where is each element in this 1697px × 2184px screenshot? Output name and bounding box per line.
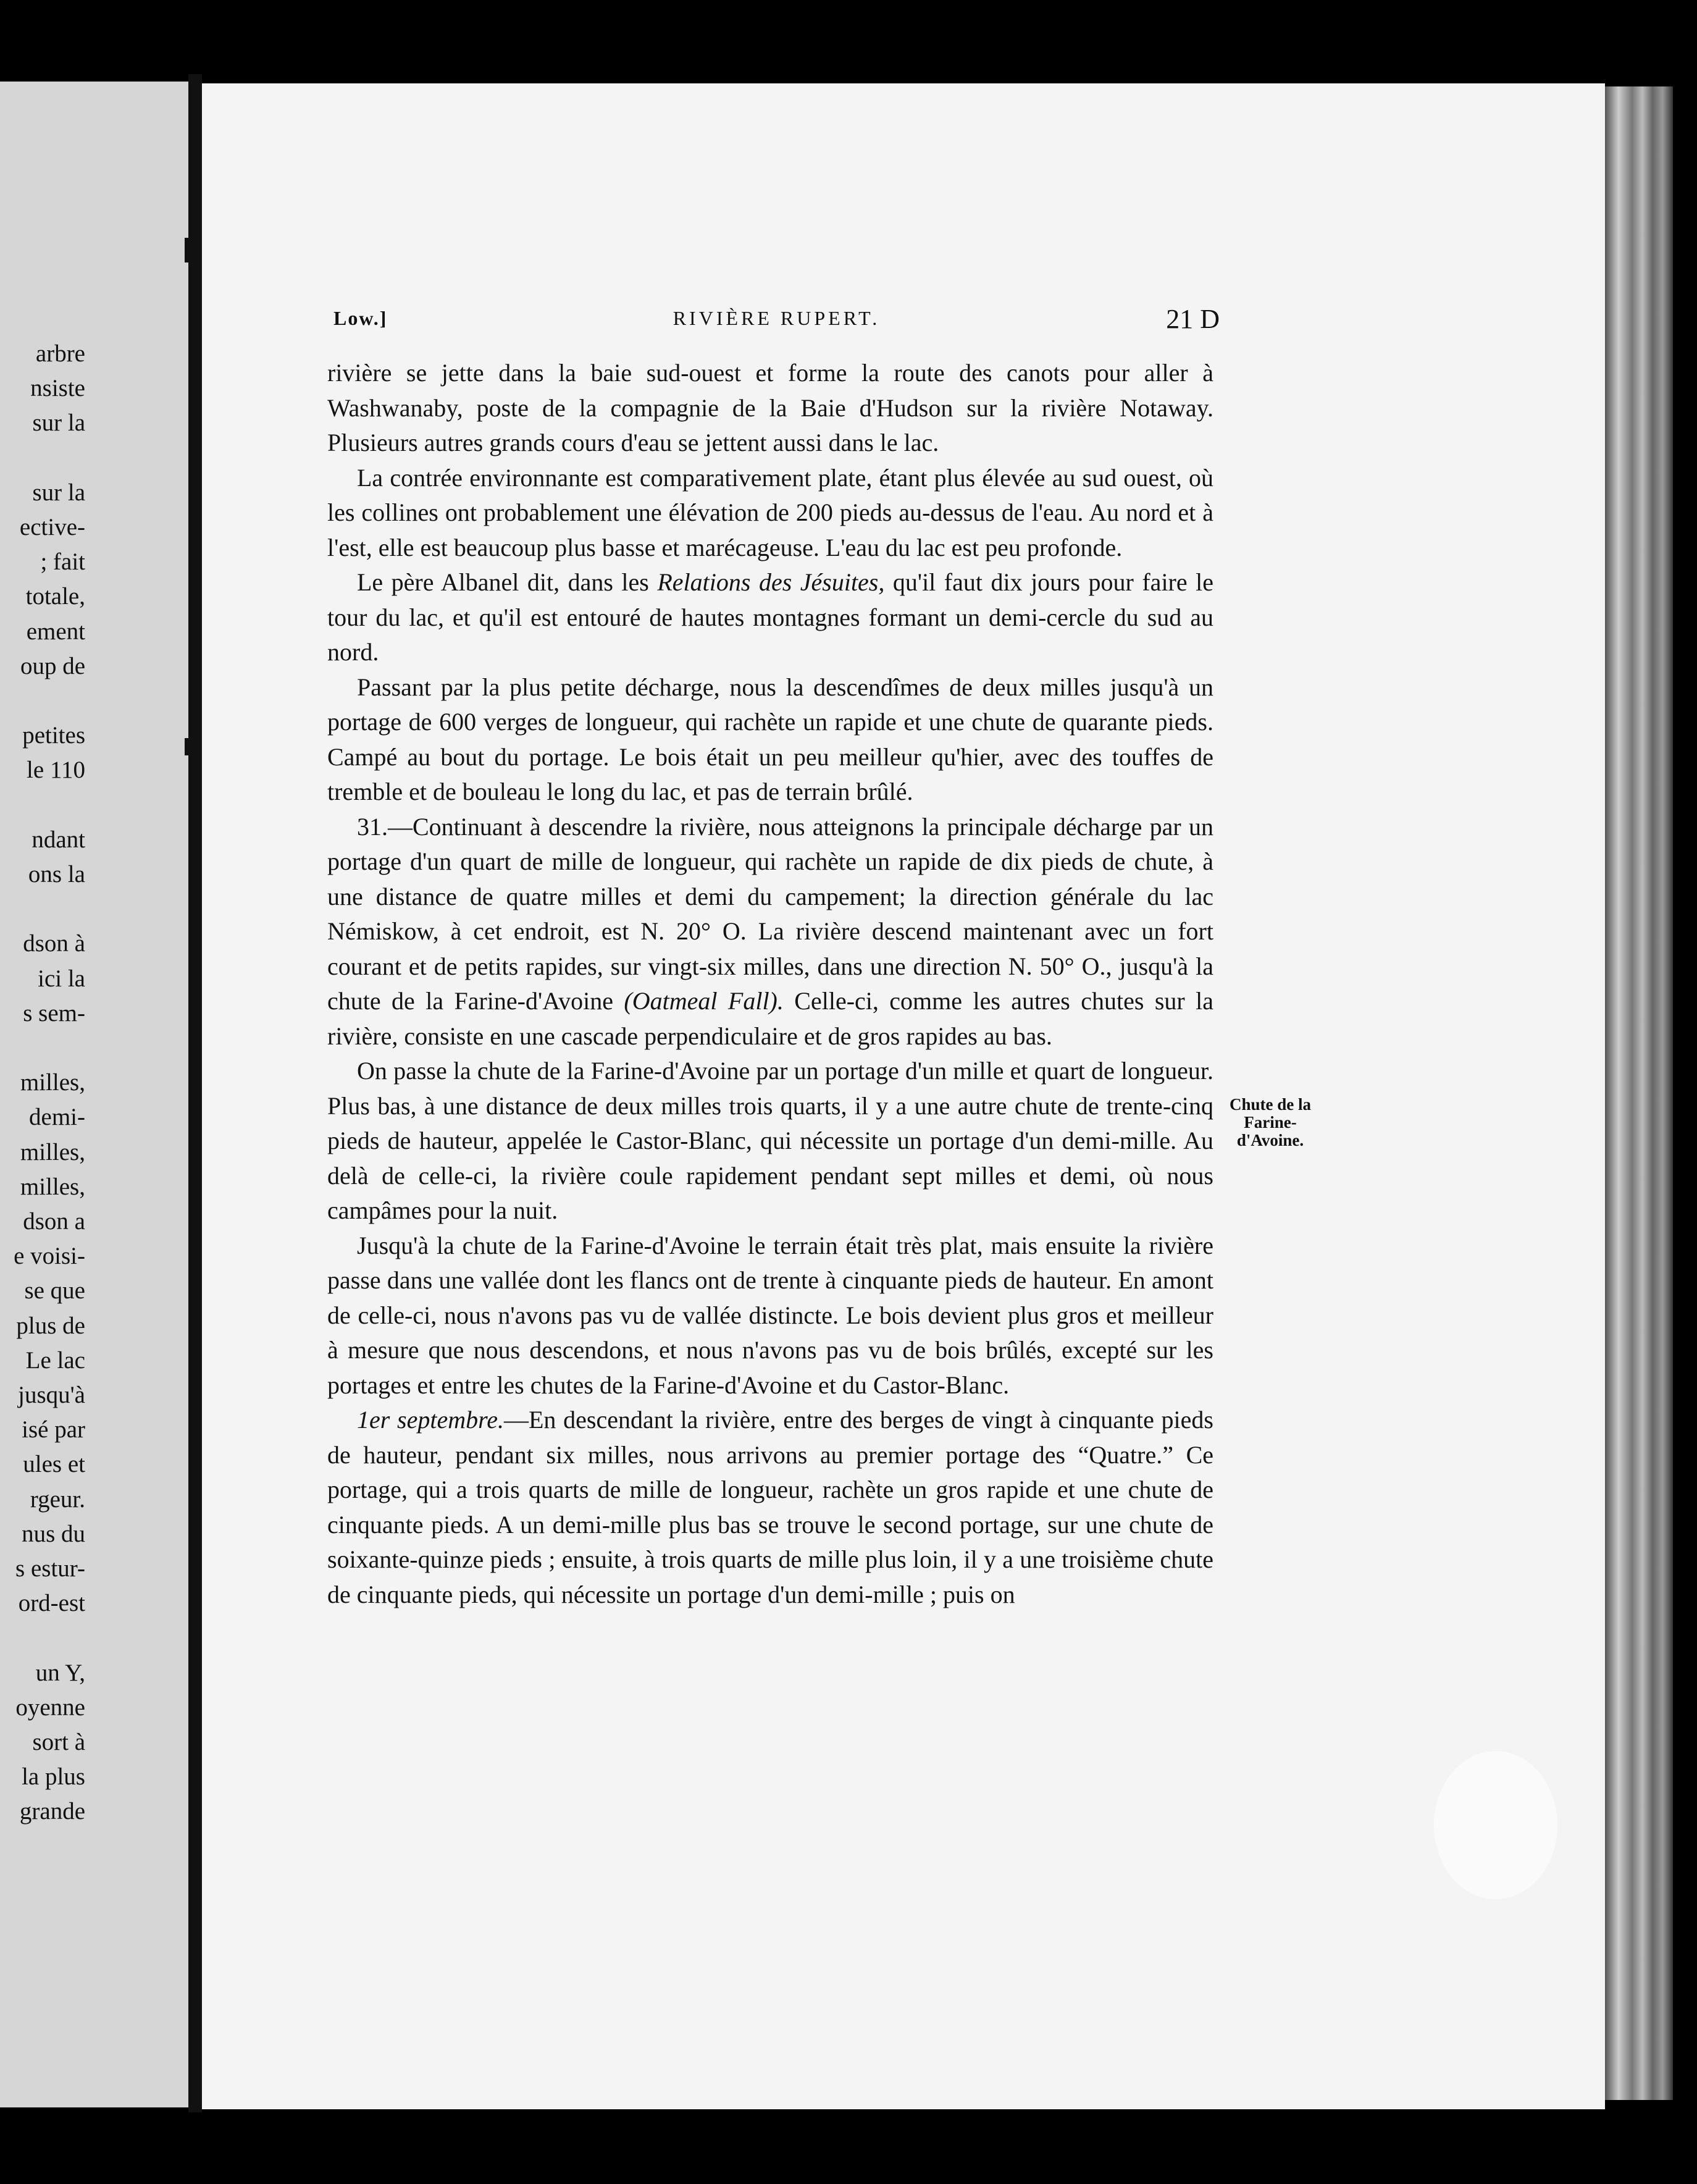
left-page-line: dson a [23,1208,85,1235]
paragraph-text: Celle-ci, comme les autres chutes sur la rivière, consiste en une cascade perpendiculaire et de gros rapides au bas. [327,987,1213,1050]
left-page-line: ; fait [40,548,85,576]
left-page-line: plus de [16,1312,85,1339]
left-page-line: le 110 [27,757,85,784]
left-page-line: e voisi- [14,1243,85,1270]
book-edge [1605,86,1673,2100]
left-page-line: isé par [22,1416,85,1443]
paragraph [327,565,1213,670]
margin-note-line: Chute de la [1229,1095,1311,1114]
italic-text: (Oatmeal Fall). [624,987,784,1015]
left-page-line: ord-est [18,1590,85,1617]
left-page-line: petites [22,722,85,749]
paragraph [327,1054,1213,1228]
left-page-fragment [0,82,188,2107]
left-page-line: se que [24,1277,85,1304]
left-page-line: milles, [20,1173,85,1200]
left-page-line: sur la [32,479,85,506]
paragraph [327,356,1213,461]
left-page-line: demi- [29,1104,85,1131]
left-page-line: dson à [23,930,85,957]
paper-blemish [1434,1751,1557,1899]
italic-text: 1er septembre. [357,1406,504,1434]
margin-note [1212,1096,1329,1149]
left-page-line: oyenne [15,1694,85,1721]
left-page-line: nus du [22,1520,85,1547]
left-page-line: sort à [32,1729,85,1755]
left-page-line: milles, [20,1069,85,1096]
left-page-line: un Y, [35,1659,85,1686]
left-page-line: ons la [28,861,85,888]
left-page-line: oup de [20,652,85,679]
left-page-line: grande [19,1798,85,1825]
left-page-line: la plus [22,1763,85,1791]
page-number: 21 D [1166,304,1220,334]
left-page-line: totale, [25,583,85,610]
margin-note-line: Farine- [1244,1113,1297,1132]
paragraph-text: La contrée environnante est comparativement plate, étant plus élevée au sud ouest, où les collines ont probablement une élévation de 200 pieds au-dessus de l'eau. Au nord et à l'est, elle est beaucoup plus basse et marécageuse. L'eau du lac est peu profonde. [327,463,1213,561]
author-tag: Low.] [333,307,388,329]
left-page-line: s sem- [23,999,85,1027]
left-page-line: jusqu'à [18,1382,85,1408]
left-page-line: milles, [20,1138,85,1166]
paragraph-text: —En descendant la rivière, entre des berges de vingt à cinquante pieds de hauteur, pendant six milles, nous arrivons au premier portage des “Quatre.” Ce portage, qui a trois quarts de mille de longueur, rachète un gros rapide et une chute de cinquante pieds. A un demi-mille plus bas se trouve le second portage, sur une chute de soixante-quinze pieds ; ensuite, à trois quarts de mille plus loin, il y a une troisième chute de cinquante pieds, qui nécessite un portage d'un demi-mille ; puis on [327,1406,1213,1608]
paragraph [327,1228,1213,1403]
paragraph-text: 31.—Continuant à descendre la rivière, nous atteignons la principale décharge par un portage d'un quart de mille de longueur, qui rachète un rapide de dix pieds de chute, à une distance de quatre milles et demi du campement; la direction générale du lac Némiskow, à cet endroit, est N. 20° O. La rivière descend maintenant avec un fort courant et de petits rapides, sur vingt-six milles, dans une direction N. 50° O., jusqu'à la chute de la Farine-d'Avoine [327,812,1213,1015]
left-page-line: s estur- [15,1555,85,1582]
paragraph-text: Passant par la plus petite décharge, nous la descendîmes de deux milles jusqu'à un portage de 600 verges de longueur, qui rachète un rapide et une chute de quarante pieds. Campé au bout du portage. Le bois était un peu meilleur qu'hier, avec des touffes de tremble et de bouleau le long du lac, et pas de terrain brûlé. [327,673,1213,805]
running-title: RIVIÈRE RUPERT. [673,307,881,329]
left-page-line: nsiste [30,375,85,402]
paragraph-text: Jusqu'à la chute de la Farine-d'Avoine le terrain était très plat, mais ensuite la rivière passe dans une vallée dont les flancs ont de trente à cinquante pieds de hauteur. En amont de celle-ci, nous n'avons pas vu de vallée distincte. Le bois devient plus gros et meilleur à mesure que nous descendons, et nous n'avons pas vu de bois brûlés, excepté sur les portages et entre les chutes de la Farine-d'Avoine et du Castor-Blanc. [327,1231,1213,1399]
body-text [327,356,1213,1612]
paragraph-text: qu'il faut dix jours pour faire le tour du lac, et qu'il est entouré de hautes montagnes formant un demi-cercle du sud au nord. [327,568,1213,666]
paragraph-text: On passe la chute de la Farine-d'Avoine par un portage d'un mille et quart de longueur. Plus bas, à une distance de deux milles trois quarts, il y a une autre chute de trente-cinq pieds de hauteur, appelée le Castor-Blanc, qui nécessite un portage d'un demi-mille. Au delà de celle-ci, la rivière coule rapidement pendant sept milles et demi, où nous campâmes pour la nuit. [327,1057,1213,1224]
paragraph [327,670,1213,810]
page-gutter [188,74,202,2112]
left-page-line: sur la [32,410,85,437]
paragraph [327,461,1213,566]
left-page-line: ement [26,618,85,645]
italic-text: Relations des Jésuites, [657,568,885,596]
running-header [333,304,1220,338]
left-page-line: ules et [23,1451,85,1478]
margin-note-line: d'Avoine. [1236,1131,1304,1149]
paragraph-text: Le père Albanel dit, dans les [357,568,658,596]
paragraph [327,810,1213,1054]
left-page-line: ective- [19,514,85,540]
left-page-line: ndant [31,826,85,853]
paragraph [327,1403,1213,1612]
left-page-line: Le lac [25,1346,85,1374]
left-page-line: arbre [35,340,85,367]
paragraph-text: rivière se jette dans la baie sud-ouest et forme la route des canots pour aller à Washwanaby, poste de la compagnie de la Baie d'Hudson sur la rivière Notaway. Plusieurs autres grands cours d'eau se jettent aussi dans le lac. [327,359,1213,456]
left-page-line: rgeur. [30,1485,85,1513]
left-page-line: ici la [38,965,85,992]
